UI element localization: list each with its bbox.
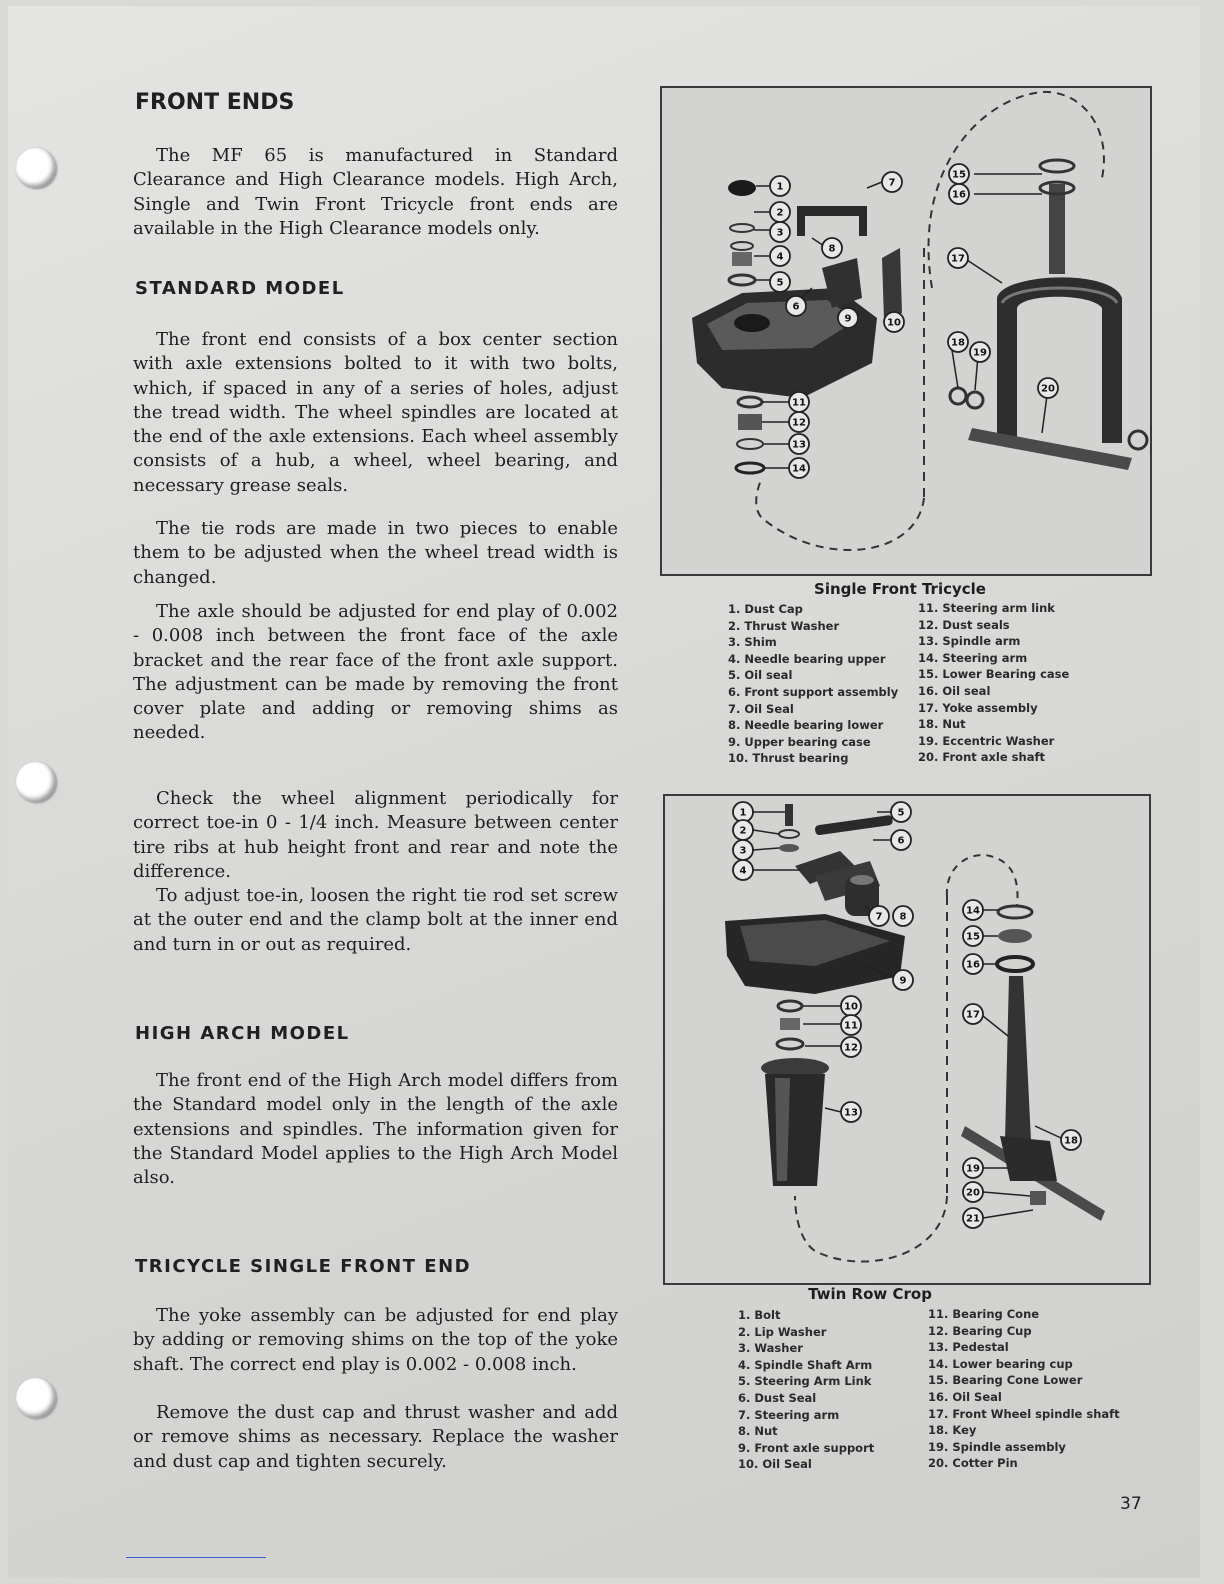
- figure2-callout-number: 5: [897, 807, 905, 819]
- figure1-legend-item: 14. Steering arm: [918, 650, 1028, 665]
- figure2-callout-number: 21: [966, 1213, 980, 1225]
- figure2-callout-number: 2: [739, 825, 747, 837]
- figure1-legend-item: 10. Thrust bearing: [728, 751, 849, 766]
- heading-front-ends: FRONT ENDS: [135, 90, 295, 115]
- figure1-callout-number: 16: [952, 189, 966, 201]
- figure1-callout-number: 4: [776, 251, 784, 263]
- figure1-legend-item: 16. Oil seal: [918, 683, 991, 698]
- figure2-callout-number: 3: [739, 845, 747, 857]
- binder-hole-top: [16, 148, 56, 188]
- heading-tricycle-single-front-end: TRICYCLE SINGLE FRONT END: [135, 1256, 472, 1277]
- figure1-legend-right: [918, 601, 1069, 767]
- paragraph-tricycle-1: The yoke assembly can be adjusted for end play by adding or removing shims on the top of the yoke shaft. The correct end play is 0.002 - 0.008 inch.: [133, 1305, 618, 1375]
- figure2-legend-item: 6. Dust Seal: [738, 1390, 817, 1405]
- figure1-callout-number: 20: [1041, 383, 1055, 395]
- figure2-legend-item: 15. Bearing Cone Lower: [928, 1373, 1083, 1388]
- figure1-callout-number: 7: [888, 177, 896, 189]
- figure1-legend-item: 5. Oil seal: [728, 668, 793, 683]
- figure1-legend-item: 17. Yoke assembly: [918, 700, 1038, 715]
- figure1-callout-number: 3: [776, 227, 784, 239]
- figure1-legend-left: [728, 602, 898, 768]
- figure2-callout-number: 18: [1064, 1135, 1078, 1147]
- figure1-legend-item: 9. Upper bearing case: [728, 734, 871, 749]
- figure1-legend-item: 12. Dust seals: [918, 617, 1010, 632]
- figure-twin-row-crop: [663, 794, 1151, 1285]
- figure2-legend-item: 16. Oil Seal: [928, 1389, 1002, 1404]
- figure1-caption: Single Front Tricycle: [814, 580, 986, 598]
- figure1-callout-number: 14: [792, 463, 806, 475]
- figure1-legend-item: 20. Front axle shaft: [918, 750, 1045, 765]
- figure2-legend-item: 11. Bearing Cone: [928, 1307, 1040, 1321]
- figure2-callout-number: 6: [897, 835, 905, 847]
- figure1-legend-item: 15. Lower Bearing case: [918, 667, 1070, 682]
- figure2-callout-number: 20: [966, 1187, 980, 1199]
- heading-high-arch-model: HIGH ARCH MODEL: [135, 1023, 350, 1044]
- heading-standard-model: STANDARD MODEL: [135, 278, 345, 299]
- figure1-callout-number: 15: [952, 169, 966, 181]
- figure2-callout-number: 8: [899, 911, 907, 923]
- figure-single-front-tricycle: [660, 86, 1152, 576]
- figure1-legend-item: 18. Nut: [918, 717, 966, 732]
- paragraph-standard-5: To adjust toe-in, loosen the right tie rod set screw at the outer end and the clamp bolt at the inner end and turn in or out as required.: [133, 885, 618, 955]
- figure2-legend-item: 3. Washer: [738, 1341, 803, 1356]
- figure2-legend-item: 1. Bolt: [738, 1308, 781, 1322]
- figure2-legend-item: 2. Lip Washer: [738, 1324, 827, 1339]
- figure2-callout-number: 1: [739, 807, 747, 819]
- figure1-callout-number: 19: [973, 347, 987, 359]
- figure2-callout-number: 10: [844, 1001, 858, 1013]
- exploded-diagram-twin-row: [665, 796, 1149, 1283]
- figure1-legend-item: 6. Front support assembly: [728, 684, 899, 699]
- figure2-legend-item: 19. Spindle assembly: [928, 1439, 1066, 1454]
- figure1-callout-number: 8: [828, 243, 836, 255]
- figure2-legend-item: 8. Nut: [738, 1424, 778, 1439]
- figure1-callout-number: 5: [776, 277, 784, 289]
- figure2-legend-item: 14. Lower bearing cup: [928, 1356, 1073, 1371]
- figure2-legend-item: 18. Key: [928, 1423, 977, 1438]
- figure2-legend-right: [928, 1307, 1120, 1473]
- figure1-callout-number: 1: [776, 181, 784, 193]
- figure2-legend-item: 20. Cotter Pin: [928, 1456, 1018, 1471]
- figure2-legend-item: 10. Oil Seal: [738, 1457, 812, 1472]
- figure1-legend-item: 11. Steering arm link: [918, 601, 1055, 615]
- figure1-callout-number: 9: [844, 313, 852, 325]
- figure2-callout-number: 16: [966, 959, 980, 971]
- paragraph-tricycle-2: Remove the dust cap and thrust washer and add or remove shims as necessary. Replace the washer and dust cap and tighten securely.: [133, 1402, 618, 1472]
- figure2-callout-number: 15: [966, 931, 980, 943]
- figure1-legend-item: 13. Spindle arm: [918, 634, 1021, 649]
- figure2-callout-number: 19: [966, 1163, 980, 1175]
- figure2-callout-number: 11: [844, 1020, 858, 1032]
- figure2-callout-number: 4: [739, 865, 747, 877]
- paragraph-front-ends: The MF 65 is manufactured in Standard Clearance and High Clearance models. High Arch, Single and Twin Front Tricycle front ends are available in the High Clearance models only.: [133, 145, 618, 239]
- figure1-legend-item: 4. Needle bearing upper: [728, 651, 886, 666]
- figure1-legend-item: 7. Oil Seal: [728, 701, 794, 716]
- figure1-callout-number: 18: [951, 337, 965, 349]
- paragraph-standard-2: The tie rods are made in two pieces to enable them to be adjusted when the wheel tread width is changed.: [133, 518, 618, 588]
- figure1-callout-number: 12: [792, 417, 806, 429]
- figure1-legend-item: 1. Dust Cap: [728, 602, 803, 616]
- paragraph-high-arch: The front end of the High Arch model differs from the Standard model only in the length of the axle extensions and spindles. The information given for the Standard Model applies to the High Arch Model also.: [133, 1070, 618, 1189]
- figure1-callout-number: 13: [792, 439, 806, 451]
- exploded-diagram-single-front: [662, 88, 1150, 574]
- figure1-callout-number: 10: [887, 317, 901, 329]
- figure1-legend-item: 3. Shim: [728, 635, 777, 650]
- page-number: 37: [1120, 1494, 1142, 1514]
- figure2-callout-number: 9: [899, 975, 907, 987]
- figure2-callout-number: 12: [844, 1042, 858, 1054]
- figure2-legend-item: 12. Bearing Cup: [928, 1323, 1032, 1338]
- figure2-legend-item: 4. Spindle Shaft Arm: [738, 1357, 873, 1372]
- binder-hole-middle: [16, 762, 56, 802]
- figure2-callout-number: 13: [844, 1107, 858, 1119]
- figure1-legend-item: 19. Eccentric Washer: [918, 733, 1055, 748]
- figure1-legend-item: 2. Thrust Washer: [728, 618, 840, 633]
- figure1-legend-item: 8. Needle bearing lower: [728, 718, 884, 733]
- figure1-callout-number: 17: [951, 253, 965, 265]
- figure2-callout-number: 14: [966, 905, 980, 917]
- figure2-callout-number: 7: [875, 911, 883, 923]
- figure2-legend-item: 9. Front axle support: [738, 1440, 875, 1455]
- figure2-legend-item: 7. Steering arm: [738, 1407, 840, 1422]
- figure2-legend-item: 17. Front Wheel spindle shaft: [928, 1406, 1120, 1421]
- figure2-callout-number: 17: [966, 1009, 980, 1021]
- figure1-callout-number: 6: [792, 301, 800, 313]
- figure1-callout-number: 11: [792, 397, 806, 409]
- figure2-caption: Twin Row Crop: [808, 1285, 932, 1303]
- paragraph-standard-1: The front end consists of a box center section with axle extensions bolted to it with two bolts, which, if spaced in any of a series of holes, adjust the tread width. The wheel spindles are located at the end of the axle extensions. Each wheel assembly consists of a hub, a wheel, wheel bearing, and necessary grease seals.: [133, 329, 618, 496]
- figure1-callout-number: 2: [776, 207, 784, 219]
- blue-underline-mark: [126, 1557, 266, 1558]
- figure2-legend-left: [738, 1308, 874, 1474]
- binder-hole-bottom: [16, 1378, 56, 1418]
- paragraph-standard-4: Check the wheel alignment periodically for correct toe-in 0 - 1/4 inch. Measure between center tire ribs at hub height front and rear and note the difference.: [133, 788, 618, 882]
- figure2-legend-item: 13. Pedestal: [928, 1340, 1009, 1355]
- figure2-legend-item: 5. Steering Arm Link: [738, 1374, 872, 1389]
- paragraph-standard-3: The axle should be adjusted for end play of 0.002 - 0.008 inch between the front face of the axle bracket and the rear face of the front axle support. The adjustment can be made by removing the front cover plate and adding or removing shims as needed.: [133, 601, 618, 744]
